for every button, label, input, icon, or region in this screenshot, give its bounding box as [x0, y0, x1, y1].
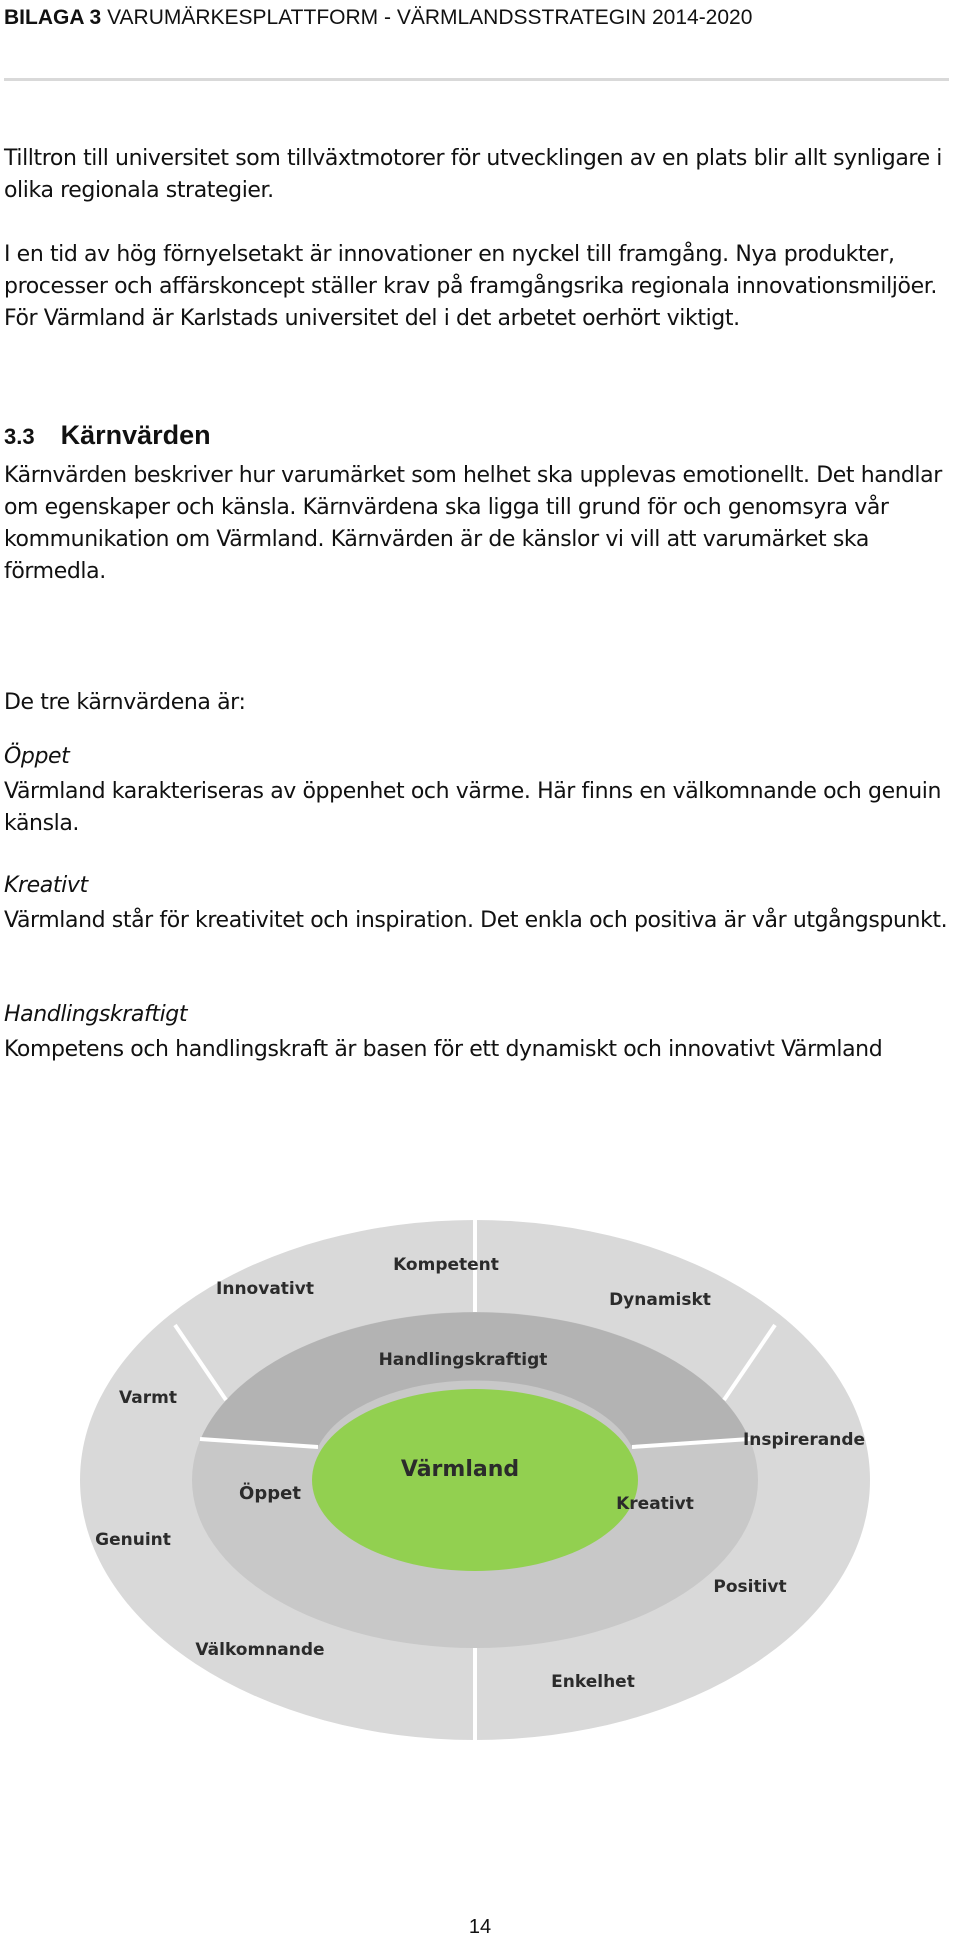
header-title: VARUMÄRKESPLATTFORM - VÄRMLANDSSTRATEGIN 2014-2020 — [107, 6, 753, 29]
label-inspirerande: Inspirerande — [742, 1430, 866, 1450]
label-varmt: Varmt — [119, 1388, 177, 1408]
value-name-oppet: Öppet — [4, 744, 70, 769]
label-valkomnande: Välkomnande — [195, 1640, 325, 1660]
section-heading — [4, 418, 211, 454]
section-body: Kärnvärden beskriver hur varumärket som helhet ska upplevas emotionellt. Det handlar om egenskaper och känsla. Kärnvärdena ska ligga till grund för och genomsyra vår kommunikation om Värmland. Kärnvärden är de känslor vi vill att varumärket ska förmedla. — [4, 463, 942, 584]
section-number: 3.3 — [4, 424, 35, 449]
value-text-handlingskraftigt: Kompetens och handlingskraft är basen för ett dynamiskt och innovativt Värmland — [4, 1037, 883, 1062]
value-text-oppet: Värmland karakteriseras av öppenhet och värme. Här finns en välkomnande och genuin känsla. — [4, 779, 942, 836]
section-title: Kärnvärden — [60, 420, 211, 450]
label-genuint: Genuint — [95, 1530, 171, 1550]
intro-paragraph-1: Tilltron till universitet som tillväxtmotorer för utvecklingen av en plats blir allt synligare i olika regionala strategier. — [4, 146, 943, 203]
label-dynamiskt: Dynamiskt — [609, 1290, 711, 1310]
intro-paragraph-2: I en tid av hög förnyelsetakt är innovationer en nyckel till framgång. Nya produkter, processer och affärskoncept ställer krav på framgångsrika regionala innovationsmiljöer. För Värmland är Karlstads universitet del i det arbetet oerhört viktigt. — [4, 242, 937, 331]
header-appendix: BILAGA 3 — [4, 6, 102, 29]
page-header — [4, 4, 949, 32]
values-intro: De tre kärnvärdena är: — [4, 690, 246, 715]
label-kreativt: Kreativt — [616, 1494, 694, 1514]
label-positivt: Positivt — [713, 1577, 787, 1597]
page-number: 14 — [468, 1916, 492, 1938]
label-handlingskraftigt: Handlingskraftigt — [378, 1350, 548, 1370]
core-values-diagram — [0, 1215, 960, 1800]
value-text-kreativt: Värmland står för kreativitet och inspiration. Det enkla och positiva är vår utgångspunkt. — [4, 908, 948, 933]
label-center: Värmland — [400, 1457, 520, 1482]
value-name-handlingskraftigt: Handlingskraftigt — [4, 1002, 188, 1027]
label-kompetent: Kompetent — [393, 1255, 499, 1275]
label-oppet: Öppet — [239, 1483, 301, 1504]
header-divider — [4, 78, 949, 81]
value-name-kreativt: Kreativt — [4, 873, 88, 898]
label-enkelhet: Enkelhet — [551, 1672, 635, 1692]
label-innovativt: Innovativt — [216, 1279, 314, 1299]
